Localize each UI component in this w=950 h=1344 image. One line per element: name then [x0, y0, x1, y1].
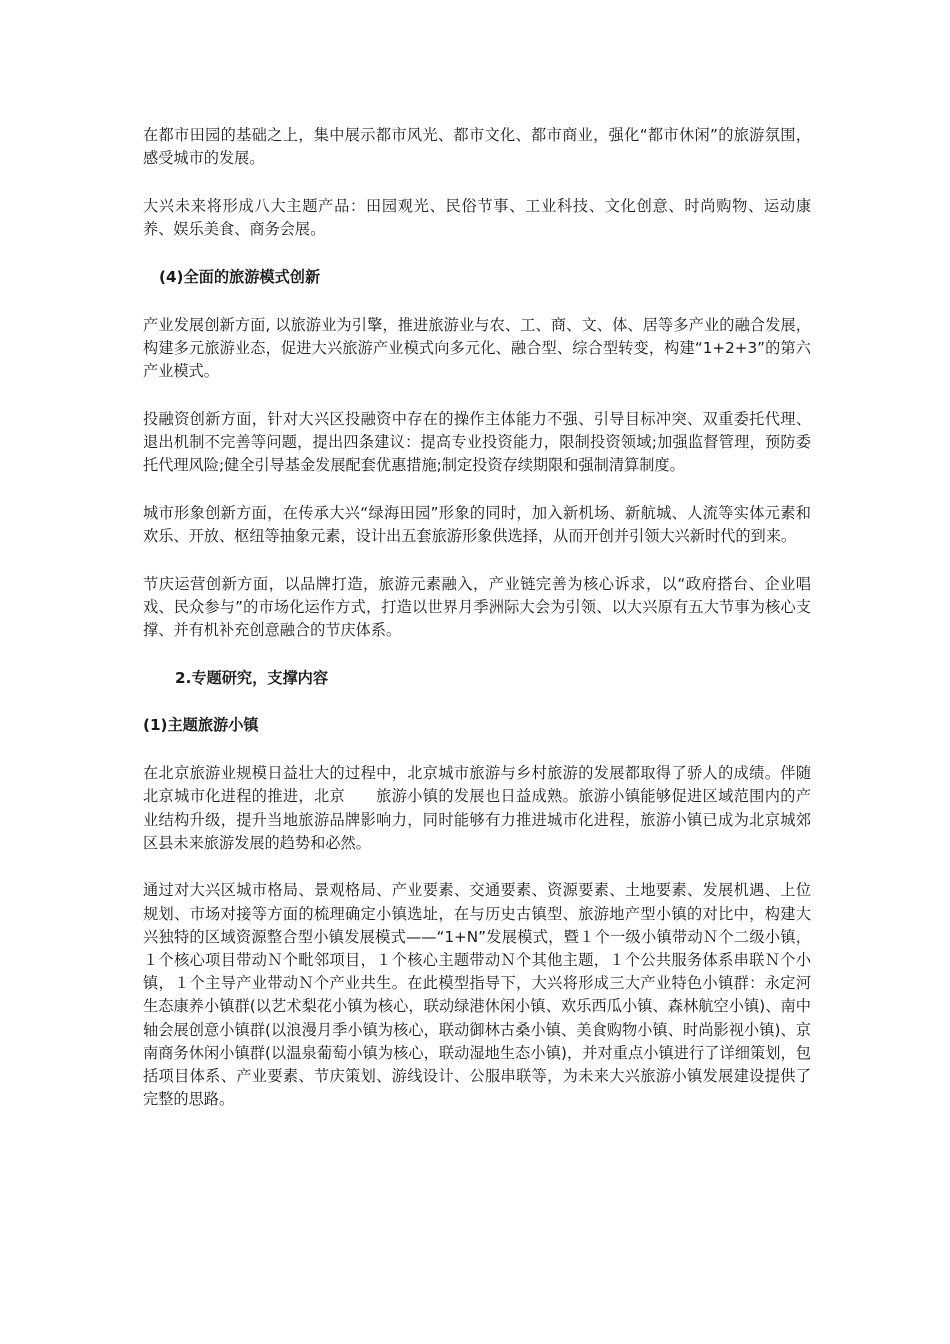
- document-body: [143, 124, 811, 1136]
- paragraph-urban-leisure: 在都市田园的基础之上，集中展示都市风光、都市文化、都市商业，强化“都市休闲”的旅游氛围，感受城市的发展。: [143, 126, 811, 168]
- paragraph-investment-innovation: 投融资创新方面，针对大兴区投融资中存在的操作主体能力不强、引导目标冲突、双重委托代理、退出机制不完善等问题，提出四条建议：提高专业投资能力，限制投资领域;加强监督管理，预防委托代理风险;健全引导基金发展配套优惠措施;制定投资存续期限和强制清算制度。: [143, 409, 811, 475]
- paragraph-industry-innovation: 产业发展创新方面, 以旅游业为引擎，推进旅游业与农、工、商、文、体、居等多产业的融合发展，构建多元旅游业态，促进大兴旅游产业模式向多元化、融合型、综合型转变，构建“1+2+3”的第六产业模式。: [143, 315, 811, 380]
- paragraph-festival-innovation: 节庆运营创新方面，以品牌打造，旅游元素融入，产业链完善为核心诉求，以“政府搭台、企业唱戏、民众参与”的市场化运作方式，打造以世界月季洲际大会为引领、以大兴原有五大节事为核心支撑、并有机补充创意融合的节庆体系。: [143, 574, 811, 640]
- paragraph-town-model: 通过对大兴区城市格局、景观格局、产业要素、交通要素、资源要素、土地要素、发展机遇、上位规划、市场对接等方面的梳理确定小镇选址，在与历史古镇型、旅游地产型小镇的对比中，构建大兴独特的区域资源整合型小镇发展模式——“1+N”发展模式，暨１个一级小镇带动Ｎ个二级小镇，１个核心项目带动Ｎ个毗邻项目，１个核心主题带动Ｎ个其他主题，１个公共服务体系串联Ｎ个小镇，１个主导产业带动Ｎ个产业共生。在此模型指导下，大兴将形成三大产业特色小镇群：永定河生态康养小镇群(以艺术梨花小镇为核心，联动绿港休闲小镇、欢乐西瓜小镇、森林航空小镇)、南中轴会展创意小镇群(以浪漫月季小镇为核心，联动御林古桑小镇、美食购物小镇、时尚影视小镇)、京南商务休闲小镇群(以温泉葡萄小镇为核心，联动湿地生态小镇)，并对重点小镇进行了详细策划，包括项目体系、产业要素、节庆策划、游线设计、公服串联等，为未来大兴旅游小镇发展建设提供了完整的思路。: [143, 881, 811, 1109]
- heading-tourism-model-innovation: (4)全面的旅游模式创新: [159, 267, 321, 286]
- paragraph-town-development: 在北京旅游业规模日益壮大的过程中，北京城市旅游与乡村旅游的发展都取得了骄人的成绩。伴随北京城市化进程的推进，北京 旅游小镇的发展也日益成熟。旅游小镇能够促进区域范围内的产业结构升级，提升当地旅游品牌影响力，同时能够有力推进城市化进程，旅游小镇已成为北京城郊区县未来旅游发展的趋势和必然。: [143, 764, 811, 852]
- paragraph-city-image-innovation: 城市形象创新方面，在传承大兴“绿海田园”形象的同时，加入新机场、新航城、人流等实体元素和欢乐、开放、枢纽等抽象元素，设计出五套旅游形象供选择，从而开创并引领大兴新时代的到来。: [143, 503, 811, 545]
- heading-theme-towns: (1)主题旅游小镇: [143, 716, 259, 735]
- heading-special-research: 2.专题研究，支撑内容: [175, 668, 329, 687]
- paragraph-theme-products: 大兴未来将形成八大主题产品：田园观光、民俗节事、工业科技、文化创意、时尚购物、运动康养、娱乐美食、商务会展。: [143, 196, 811, 239]
